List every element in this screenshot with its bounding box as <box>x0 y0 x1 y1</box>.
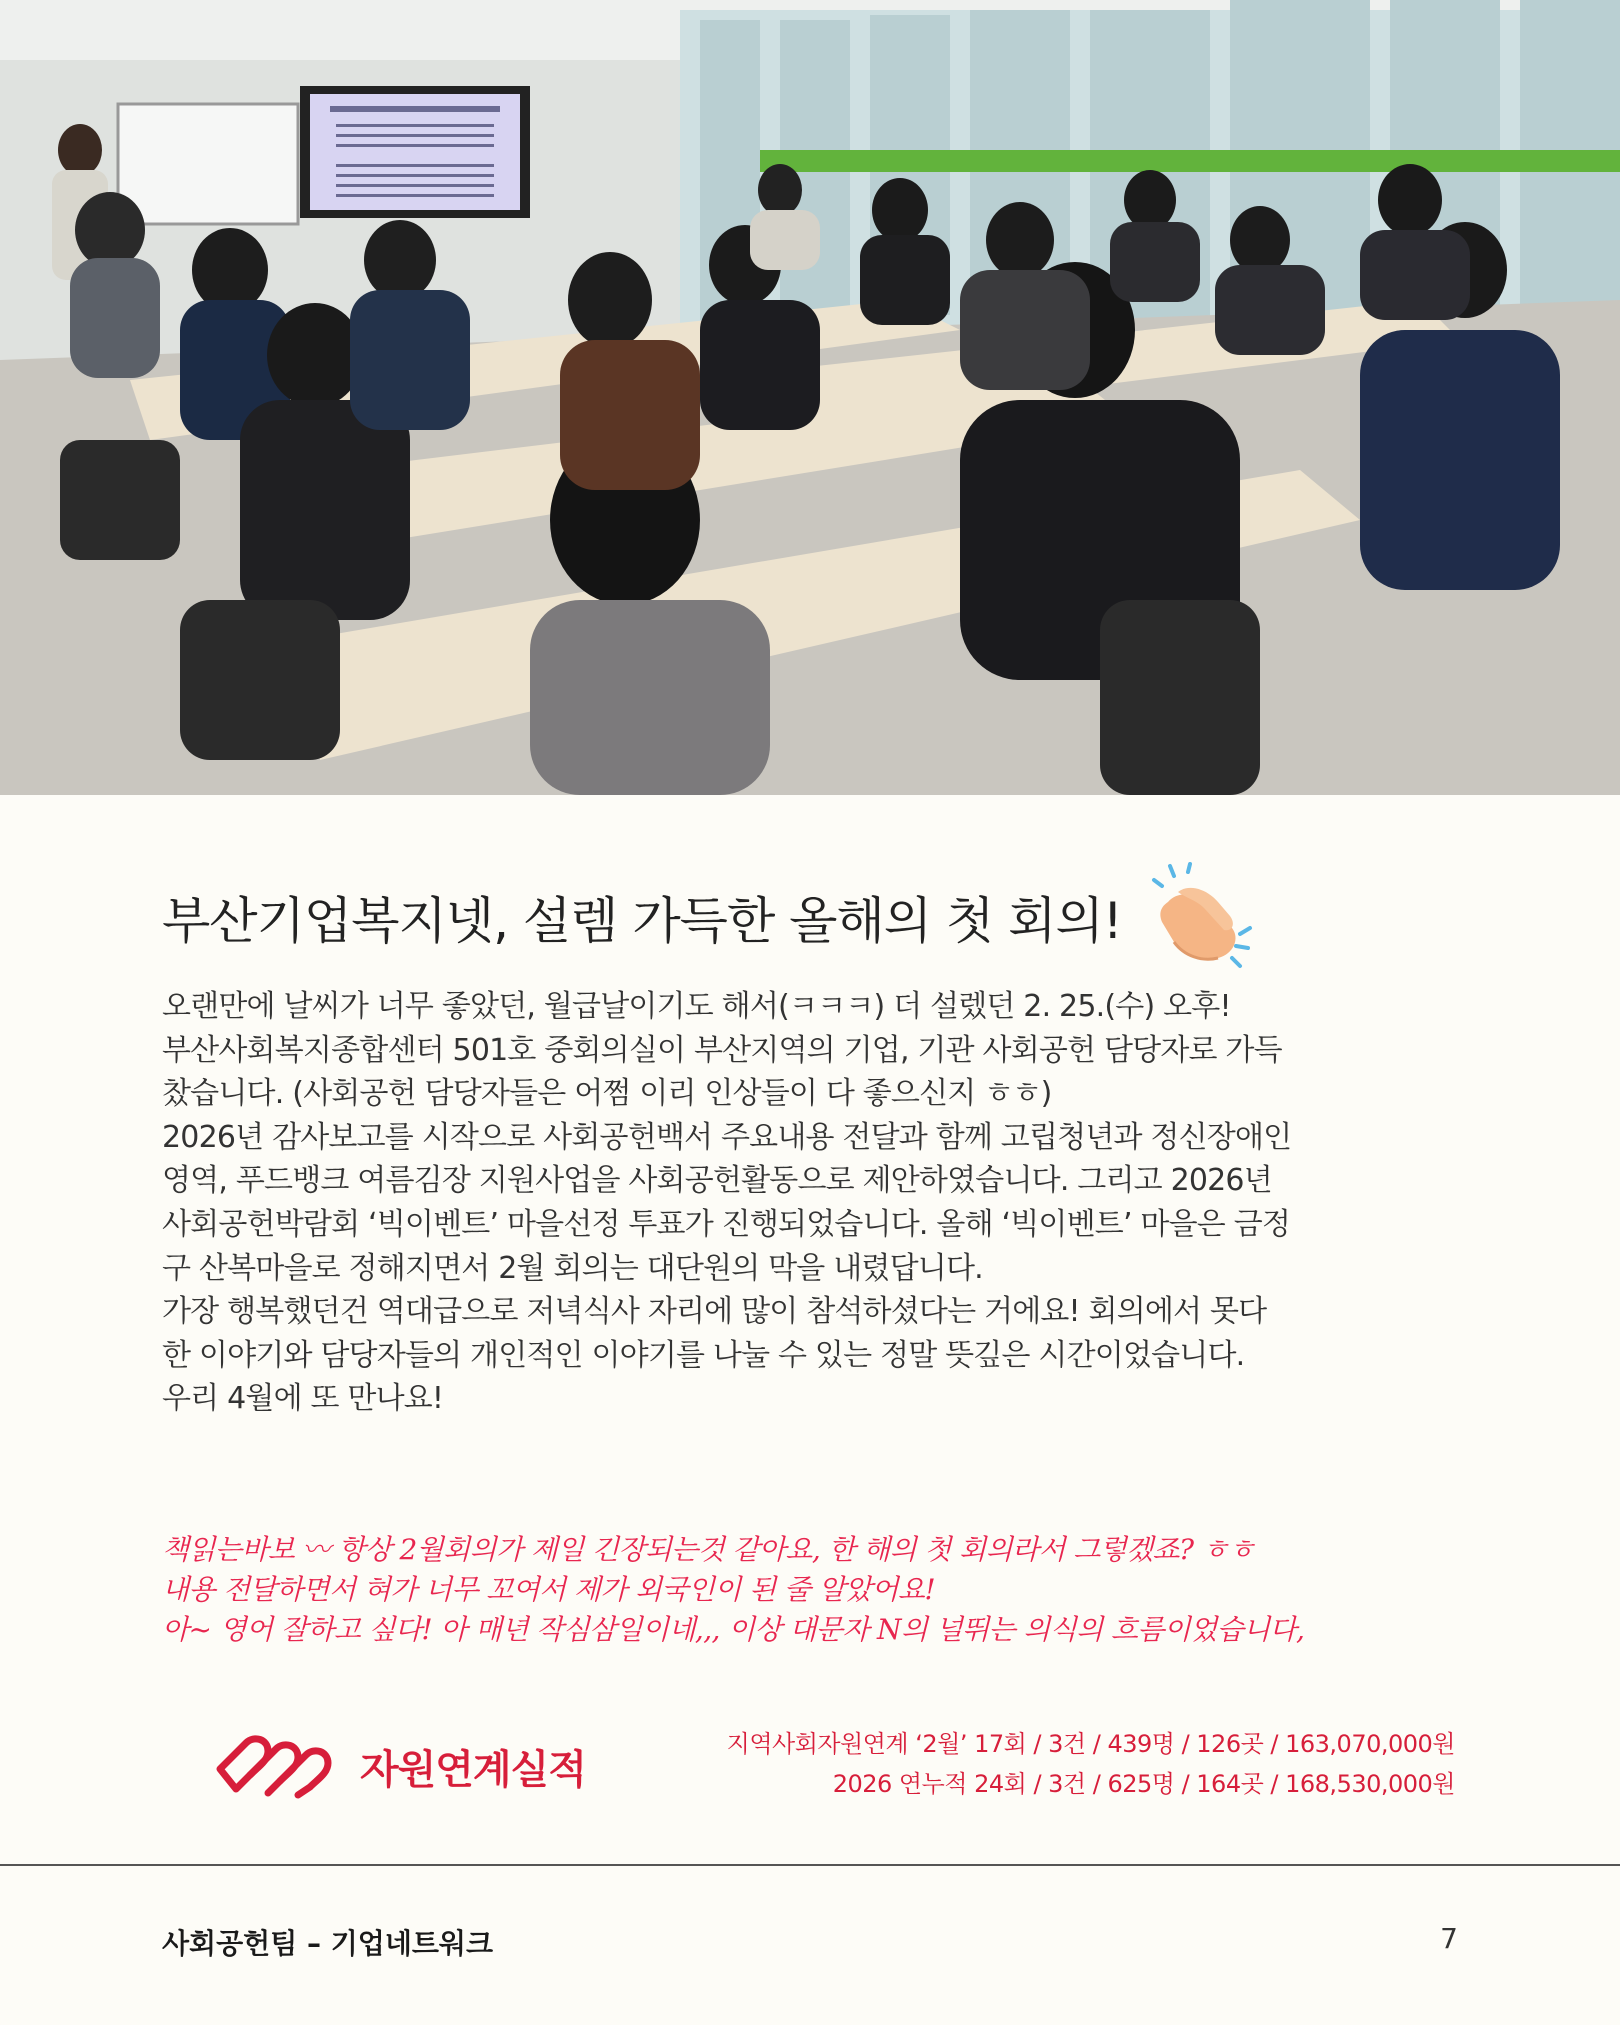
body-line: 영역, 푸드뱅크 여름김장 지원사업을 사회공헌활동으로 제안하였습니다. 그리고 2026년 <box>162 1163 1272 1199</box>
stats-cumulative: 2026 연누적 24회 / 3건 / 625명 / 164곳 / 168,530,000원 <box>832 1770 1455 1798</box>
body-line: 한 이야기와 담당자들의 개인적인 이야기를 나눌 수 있는 정말 뜻깊은 시간이었습니다. <box>162 1337 1245 1373</box>
resource-label: 자원연계실적 <box>360 1746 586 1793</box>
body-line: 구 산복마을로 정해지면서 2월 회의는 대단원의 막을 내렸답니다. <box>162 1250 983 1286</box>
handwritten-line: 책읽는바보 〰 항상 2월회의가 제일 긴장되는것 같아요, 한 해의 첫 회의라서 그렇겠죠? ㅎㅎ <box>162 1533 1255 1566</box>
resource-stats <box>727 1724 1455 1804</box>
body-line: 부산사회복지종합센터 501호 중회의실이 부산지역의 기업, 기관 사회공헌 담당자로 가득 <box>162 1032 1282 1068</box>
article-title: 부산기업복지넷, 설렘 가득한 올해의 첫 회의! <box>162 892 1122 950</box>
body-line: 사회공헌박람회 ‘빅이벤트’ 마을선정 투표가 진행되었습니다. 올해 ‘빅이벤트’ 마을은 금정 <box>162 1206 1291 1242</box>
handwritten-line: 내용 전달하면서 혀가 너무 꼬여서 제가 외국인이 된 줄 알았어요! <box>162 1573 936 1606</box>
conference-room-photo <box>0 0 1620 795</box>
article-body <box>162 985 1462 1421</box>
body-line: 찼습니다. (사회공헌 담당자들은 어쩜 이리 인상들이 다 좋으신지 ㅎㅎ) <box>162 1076 1052 1112</box>
stats-monthly: 지역사회자원연계 ‘2월’ 17회 / 3건 / 439명 / 126곳 / 163,070,000원 <box>726 1730 1455 1758</box>
article-header <box>162 862 1462 972</box>
handwritten-note <box>162 1530 1462 1650</box>
clapping-hands-icon <box>1144 862 1254 972</box>
team-name: 사회공헌팀 – 기업네트워크 <box>162 1927 494 1960</box>
resource-logo <box>210 1726 586 1806</box>
handwritten-line: 아~ 영어 잘하고 싶다! 아 매년 작심삼일이네,,, 이상 대문자 N의 널뛰는 의식의 흐름이었습니다, <box>162 1613 1305 1646</box>
page-number: 7 <box>1440 1922 1458 1955</box>
body-line: 우리 4월에 또 만나요! <box>162 1381 444 1417</box>
linked-hearts-logo-icon <box>210 1733 340 1799</box>
body-line: 2026년 감사보고를 시작으로 사회공헌백서 주요내용 전달과 함께 고립청년과 정신장애인 <box>162 1119 1292 1155</box>
body-line: 가장 행복했던건 역대급으로 저녁식사 자리에 많이 참석하셨다는 거에요! 회의에서 못다 <box>162 1294 1267 1330</box>
body-line: 오랜만에 날씨가 너무 좋았던, 월급날이기도 해서(ㅋㅋㅋ) 더 설렜던 2. 25.(수) 오후! <box>162 989 1231 1024</box>
footer-divider <box>0 1864 1620 1866</box>
